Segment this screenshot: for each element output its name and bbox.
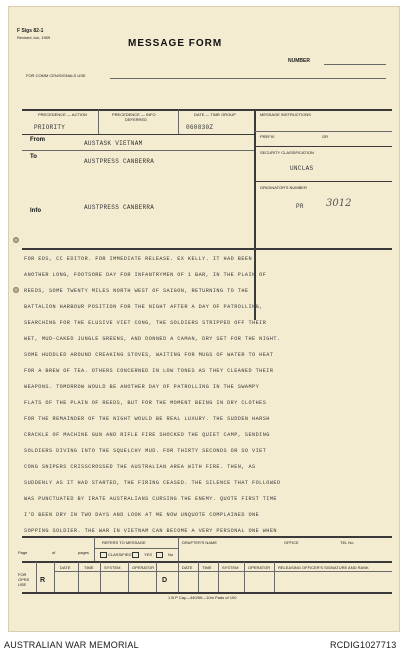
number-label: NUMBER <box>288 58 310 64</box>
ops-col <box>54 562 55 592</box>
security-value: UNCLAS <box>290 165 314 172</box>
from-value: AUSTASK VIETNAM <box>84 140 143 147</box>
message-line: SOLDIERS DIVING INTO THE SQUELCHY MUD. FOR THIRTY SECONDS OR SO VIET <box>24 448 267 454</box>
message-line: REEDS, SOME TWENTY MILES NORTH WEST OF SAIGON, RETURNING TO THE <box>24 288 249 294</box>
comm-line <box>110 78 386 79</box>
refers-label: REFERS TO MESSAGE <box>102 540 146 545</box>
message-line: I'D BEEN DRY IN TWO DAYS AND LOOK AT ME NOW UNQUOTE COMPLAINED ONE <box>24 512 260 518</box>
punch-hole <box>14 238 18 242</box>
archive-credit: AUSTRALIAN WAR MEMORIAL <box>4 640 139 650</box>
message-form-paper <box>8 6 400 632</box>
gr-label: GR <box>322 134 328 139</box>
row-rule <box>22 134 254 135</box>
bottom-row <box>94 548 178 549</box>
of-label: of <box>52 550 56 555</box>
security-label: SECURITY CLASSIFICATION <box>260 150 314 155</box>
page-label: Page <box>18 550 28 555</box>
dtg-value: 060830Z <box>186 124 214 131</box>
message-line: SOME HUDDLED AROUND CREAKING STOVES, WAITING FOR MUGS OF WATER TO HEAT <box>24 352 274 358</box>
header-rule <box>22 109 392 111</box>
yes-label: YES <box>144 552 153 557</box>
message-line: FOR THE REMAINDER OF THE NIGHT WOULD BE REAL LUXURY. THE SUDDEN HARSH <box>24 416 270 422</box>
message-line: BATTALION HARBOUR POSITION FOR THE NIGHT AFTER A DAY OF PATROLLING, <box>24 304 263 310</box>
precedence-action-label: PRECEDENCE — ACTION <box>38 112 87 117</box>
ops-col <box>100 562 101 592</box>
yes-checkbox <box>132 552 139 558</box>
message-line: CONG SNIPERS CRISSCROSSED THE AUSTRALIAN AREA WITH FIRE. THEN, AS <box>24 464 256 470</box>
message-line: FLATS OF THE PLAIN OF REEDS, BUT FOR THE MOMENT BEING IN DRY CLOTHES <box>24 400 267 406</box>
bottom-col <box>94 537 95 561</box>
message-line: WAS PUNCTUATED BY IRATE AUSTRALIANS CURSING THE ENEMY. QUOTE FIRST TIME <box>24 496 277 502</box>
drafter-label: DRAFTER'S NAME <box>182 540 217 545</box>
form-revised: Revised Jun, 1959 <box>17 35 51 40</box>
info-label: Info <box>30 208 41 214</box>
originator-number: 3012 <box>326 198 352 209</box>
tel-label: TEL No <box>340 540 354 545</box>
originator-prefix: PR <box>296 203 304 210</box>
form-code: F Sigs 82-1 <box>17 28 44 34</box>
ops-col <box>78 562 79 592</box>
originator-label: ORIGINATOR'S NUMBER <box>260 185 307 190</box>
ops-mid-rule <box>54 571 392 572</box>
to-value: AUSTPRESS CANBERRA <box>84 158 155 165</box>
row-rule <box>255 181 392 182</box>
classified-label: CLASSIFIED <box>108 552 132 557</box>
col-divider <box>178 110 179 134</box>
message-line: ANOTHER LONG, FOOTSORE DAY FOR INFANTRYMEN OF 1 BAR, IN THE PLAIN OF <box>24 272 267 278</box>
date-label-2: DATE <box>182 565 193 570</box>
row-rule <box>255 146 392 147</box>
system-label-2: SYSTEM <box>222 565 239 570</box>
pages-label: pages <box>78 550 89 555</box>
to-label: To <box>30 154 37 160</box>
message-line: FOR EDS, CC EDITOR. FOR IMMEDIATE RELEASE. EX KELLY. IT HAD BEEN <box>24 256 253 262</box>
message-line: FOR A BREW OF TEA. OTHERS CONCERNED IN LOW TONES AS THEY CLEANED THEIR <box>24 368 274 374</box>
instr-line <box>255 131 392 132</box>
precedence-info-label: PRECEDENCE — INFO <box>112 112 156 117</box>
ops-bottom-rule <box>22 592 392 594</box>
ops-col <box>244 562 245 592</box>
releasing-label: RELEASING OFFICER'S SIGNATURE AND RANK <box>278 565 369 570</box>
office-label: OFFICE <box>284 540 299 545</box>
message-line: WEAPONS. TOMORROW WOULD BE ANOTHER DAY OF PATROLLING IN THE SWAMPY <box>24 384 260 390</box>
message-line: CRACKLE OF MACHINE GUN AND RIFLE FIRE SHOCKED THE QUIET CAMP, SENDING <box>24 432 270 438</box>
message-instructions-label: MESSAGE INSTRUCTIONS <box>260 112 311 117</box>
ops-col <box>198 562 199 592</box>
message-line: SOPPING SOLDIER. THE WAR IN VIETNAM CAN BECOME A VERY PERSONAL ONE WHEN <box>24 528 277 534</box>
r-label: R <box>40 577 46 584</box>
bottom-col <box>178 537 179 561</box>
info-value: AUSTPRESS CANBERRA <box>84 204 155 211</box>
dtg-label: DATE — TIME GROUP <box>194 112 236 117</box>
comm-label: FOR COMM CEN/SIGNALS USE <box>26 73 86 78</box>
message-line: SUDDENLY AS IT HAD STARTED, THE FIRING CEASED. THE SILENCE THAT FOLLOWED <box>24 480 281 486</box>
no-checkbox <box>156 552 163 558</box>
form-title: MESSAGE FORM <box>128 38 223 49</box>
message-line: SEARCHING FOR THE ELUSIVE VIET CONG, THE SOLDIERS STRIPPED OFF THEIR <box>24 320 267 326</box>
ops-col <box>218 562 219 592</box>
for-oprs-label: FOR OPRS USE <box>18 572 30 587</box>
ops-col <box>274 562 275 592</box>
precedence-value: PRIORITY <box>34 124 66 131</box>
date-label: DATE <box>60 565 71 570</box>
d-label: D <box>162 577 168 584</box>
prefix-label: PREFIX <box>260 134 275 139</box>
ops-col <box>36 562 37 592</box>
classified-checkbox <box>100 552 107 558</box>
operator-label-2: OPERATOR <box>248 565 271 570</box>
operator-label: OPERATOR <box>132 565 155 570</box>
ops-col <box>178 562 179 592</box>
print-line: 1 B P Cay—440/59—10m Pads of 100 <box>168 595 237 600</box>
col-divider <box>254 110 256 320</box>
system-label: SYSTEM <box>104 565 121 570</box>
ops-col <box>128 562 129 592</box>
row-rule <box>22 150 254 151</box>
body-top-rule <box>22 248 392 250</box>
col-divider <box>98 110 99 134</box>
no-label: No <box>168 552 174 557</box>
deferred-label: DEFERRED <box>125 117 148 122</box>
from-label: From <box>30 137 45 143</box>
message-line: WET, MUD-CAKED JUNGLE GREENS, AND DONNED A CAMAN, DRY SET FOR THE NIGHT. <box>24 336 281 342</box>
archive-id: RCDIG1027713 <box>330 640 397 650</box>
punch-hole <box>14 288 18 292</box>
time-label: TIME <box>84 565 94 570</box>
bottom-rule <box>22 536 392 538</box>
ops-col <box>156 562 157 592</box>
time-label-2: TIME <box>202 565 212 570</box>
number-line <box>324 64 386 65</box>
